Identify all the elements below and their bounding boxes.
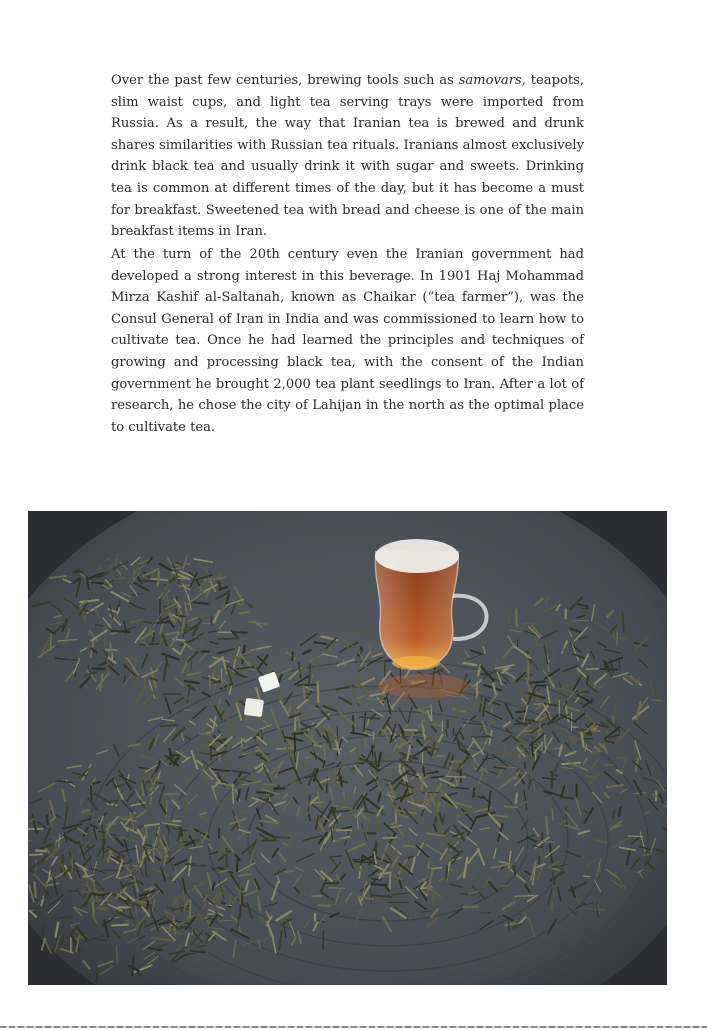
tea-leaf bbox=[371, 884, 386, 885]
tea-leaf bbox=[34, 882, 35, 897]
tea-leaf bbox=[145, 676, 146, 687]
tea-leaf bbox=[103, 840, 104, 859]
tea-leaf bbox=[166, 801, 167, 817]
tea-leaf bbox=[178, 578, 186, 579]
tea-leaf bbox=[42, 926, 43, 938]
tea-leaf bbox=[150, 797, 151, 804]
tea-leaf bbox=[504, 806, 517, 807]
tea-leaf bbox=[532, 742, 533, 757]
page-bottom-rule bbox=[0, 1026, 707, 1028]
tea-leaf bbox=[233, 784, 234, 803]
tea-leaf bbox=[643, 855, 651, 856]
tea-leaf bbox=[237, 859, 238, 871]
tea-leaf bbox=[331, 856, 342, 857]
tea-leaf bbox=[425, 793, 426, 804]
tea-leaf bbox=[510, 862, 511, 872]
samovars-term: samovars bbox=[458, 73, 522, 88]
tea-reflection bbox=[378, 674, 468, 698]
tea-leaf bbox=[409, 837, 410, 851]
tea-leaf bbox=[561, 797, 573, 798]
tea-leaf bbox=[516, 609, 517, 626]
tea-leaf bbox=[357, 666, 358, 674]
tea-leaf bbox=[116, 559, 117, 566]
tea-leaf bbox=[295, 732, 296, 751]
tea-leaf bbox=[197, 946, 207, 947]
tea-leaf bbox=[102, 870, 119, 871]
tea-leaf bbox=[181, 839, 182, 848]
tea-leaf bbox=[446, 776, 466, 777]
tea-leaf bbox=[93, 902, 94, 916]
tea-leaf bbox=[91, 786, 92, 800]
tea-leaf bbox=[372, 895, 391, 896]
tea-leaf bbox=[298, 685, 317, 686]
tea-leaf bbox=[515, 723, 530, 724]
tea-leaf bbox=[448, 862, 449, 871]
tea-leaf bbox=[446, 866, 447, 877]
tea-leaf bbox=[552, 902, 553, 910]
tea-leaf bbox=[502, 886, 510, 887]
tea-leaf bbox=[47, 815, 48, 824]
tea-leaf bbox=[383, 838, 396, 839]
tea-leaf bbox=[432, 868, 442, 869]
tea-leaf bbox=[285, 871, 293, 872]
tea-leaf bbox=[190, 901, 191, 919]
tea-leaf bbox=[240, 812, 248, 813]
tea-leaf bbox=[309, 664, 310, 683]
tea-leaf bbox=[30, 854, 42, 855]
tea-leaf bbox=[464, 907, 478, 908]
tea-leaf bbox=[275, 837, 289, 838]
tea-leaf bbox=[553, 748, 564, 749]
tea-leaf bbox=[616, 638, 628, 639]
tea-leaf bbox=[179, 585, 190, 586]
tea-leaf bbox=[199, 733, 210, 734]
tea-leaf bbox=[96, 625, 103, 626]
tea-leaf bbox=[523, 623, 535, 624]
tea-leaf bbox=[225, 905, 231, 906]
tea-leaf bbox=[552, 809, 553, 820]
tea-leaf bbox=[146, 827, 147, 838]
tea-leaf bbox=[36, 851, 46, 852]
tea-leaf bbox=[516, 711, 525, 712]
tea-leaf bbox=[480, 674, 487, 675]
tray bbox=[28, 511, 667, 985]
tea-leaf bbox=[583, 876, 590, 877]
tea-leaf bbox=[619, 661, 620, 668]
tea-leaf bbox=[176, 616, 185, 617]
tea-leaf bbox=[433, 889, 434, 904]
tea-leaf bbox=[525, 762, 526, 769]
tea-leaf bbox=[241, 739, 242, 747]
intro-paragraph: Over the past few centuries, brewing tools such as samovars, teapots, slim waist cups, and light tea serving trays were imported from Russia. As a result, the way that Iranian tea is brewed and drunk shares similarities with Russian tea rituals. Iranians almost exclusively drink black tea and usually drink it with sugar and sweets. Drinking tea is common at different times of the day, but it has become a must for breakfast. Sweetened tea with bread and cheese is one of the main breakfast items in Iran. bbox=[111, 73, 584, 240]
tea-leaf bbox=[93, 782, 100, 783]
tea-leaf bbox=[515, 896, 534, 897]
tea-leaf bbox=[220, 870, 228, 872]
tea-leaf bbox=[573, 620, 588, 621]
tea-leaf bbox=[469, 756, 470, 772]
tea-leaf bbox=[192, 928, 193, 935]
tea-leaf bbox=[415, 732, 422, 733]
tea-leaf bbox=[92, 669, 105, 670]
tea-leaf bbox=[318, 682, 319, 702]
tea-leaf bbox=[350, 631, 363, 632]
tea-leaf bbox=[91, 583, 103, 584]
tea-leaf bbox=[491, 707, 492, 714]
tea-leaf bbox=[365, 740, 366, 747]
tea-leaf bbox=[583, 608, 589, 609]
tea-leaf bbox=[531, 761, 532, 779]
tea-leaf bbox=[147, 901, 148, 908]
tea-leaf bbox=[509, 919, 510, 931]
tea-leaf bbox=[481, 913, 491, 914]
tea-leaf bbox=[142, 784, 143, 795]
tea-leaf bbox=[112, 925, 128, 926]
tea-leaf bbox=[112, 578, 124, 579]
tea-leaf bbox=[120, 900, 129, 901]
tea-leaf bbox=[72, 856, 73, 872]
tea-leaf bbox=[99, 907, 109, 908]
tea-leaf bbox=[587, 776, 596, 777]
tea-leaf bbox=[392, 770, 393, 778]
tea-leaves-photo bbox=[28, 511, 667, 985]
tea-leaf bbox=[211, 616, 212, 624]
tea-leaf bbox=[264, 784, 275, 785]
tea-leaf bbox=[552, 771, 553, 787]
tea-leaf bbox=[473, 787, 474, 798]
tea-leaf bbox=[324, 744, 325, 760]
tea-leaf bbox=[546, 817, 547, 834]
history-paragraph: At the turn of the 20th century even the Iranian government had developed a strong interest in this beverage. In 1901 Haj Mohammad Mirza Kashif al-Saltanah, known as Chaikar (“tea farmer”), was the Consul General of Iran in India and was commissioned to learn how to cultivate tea. Once he had learned the principles and techniques of growing and processing black tea, with the consent of the Indian government he brought 2,000 tea plant seedlings to Iran. After a lot of research, he chose the city of Lahijan in the north as the optimal place to cultivate tea. bbox=[111, 247, 584, 435]
tea-leaf bbox=[289, 706, 290, 712]
tea-leaf bbox=[139, 581, 157, 582]
tea-leaf bbox=[292, 653, 293, 661]
tea-leaf bbox=[531, 682, 545, 683]
tea-leaf bbox=[304, 686, 305, 697]
tea-leaf bbox=[583, 739, 593, 740]
tea-leaf bbox=[516, 793, 517, 802]
tea-leaf bbox=[75, 572, 83, 573]
tea-leaf bbox=[341, 777, 342, 787]
tea-leaf bbox=[240, 612, 248, 613]
tea-leaf bbox=[539, 857, 540, 864]
